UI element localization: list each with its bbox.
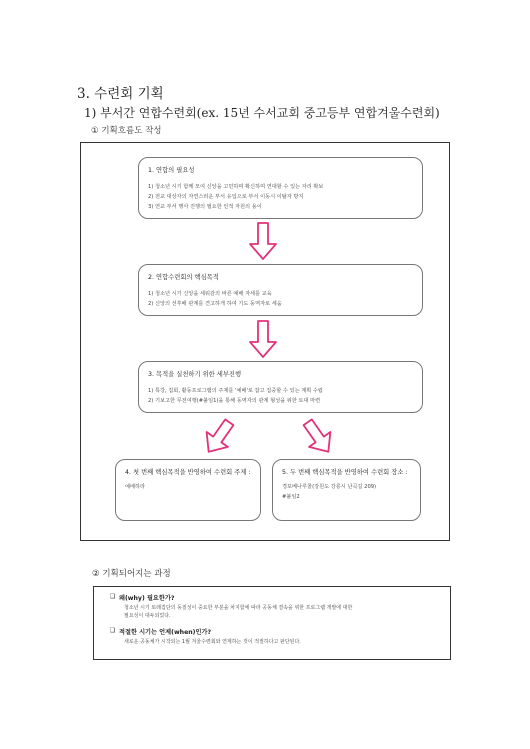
- flow-box-line: 1) 청소년 시기 신앙을 세워감의 바른 예배 자세를 교육: [148, 291, 272, 297]
- flow-box-venue: [272, 459, 421, 521]
- flow-box-title: 1. 연합의 필요성: [148, 167, 195, 174]
- flow-box-line: 1) 특강, 집회, 활동프로그램의 주제를 '예배'로 잡고 집중할 수 있는 계획 수립: [148, 388, 323, 394]
- flow-box-line: #붙임2: [282, 494, 300, 500]
- planning-process-label: ② 기획되어지는 과정: [92, 569, 171, 579]
- down-arrow-icon: [248, 222, 278, 260]
- sub-heading: 1) 부서간 연합수련회(ex. 15년 수서교회 중고등부 연합겨울수련회): [84, 106, 440, 120]
- flow-box-line: 2) 기보고한 무전여행(#붙임1)을 통해 동역자의 관계 형성을 위한 토대 마련: [148, 398, 321, 404]
- flow-box-title: 2. 연합수련회의 핵심목적: [148, 274, 219, 281]
- flow-box-line: 2) 신앙의 선후배 관계를 견고하게 하여 기도 동역자로 세움: [148, 301, 282, 307]
- answer-line: 청소년 시기 또래집단의 동질성이 중요한 부분을 차지함에 따라 공동체 결속을 위한 프로그램 개발에 대한: [124, 605, 353, 611]
- flow-box-detail-plan: [138, 361, 423, 413]
- flow-box-line: 경포베나루콜(강원도 강릉시 난곡길 209): [282, 484, 377, 490]
- section-heading: 3. 수련회 기획: [77, 86, 164, 102]
- question-text: 적절한 시기는 언제(when)인가?: [119, 629, 212, 636]
- flow-box-theme: [115, 459, 261, 521]
- answer-line: 새로운 공동체가 시작되는 1월 겨울수련회와 연계하는 것이 적절하다고 판단된다.: [124, 639, 301, 645]
- flow-box-line: 1) 청소년 시기 함께 모여 신앙을 고민하며 확신하며 연대할 수 있는 자리 확보: [148, 184, 324, 190]
- checkbox-square-icon: ❑: [110, 627, 116, 634]
- question-text: 왜(why) 필요한가?: [119, 595, 175, 602]
- down-right-arrow-icon: [300, 418, 336, 456]
- planning-flow-label: ① 기획흐름도 작성: [91, 126, 162, 136]
- flow-box-core-purpose: [138, 264, 423, 316]
- down-arrow-icon: [248, 320, 278, 358]
- down-left-arrow-icon: [201, 418, 237, 456]
- answer-line: 필요성이 대두되었다.: [124, 613, 171, 619]
- flow-box-line: 2) 전교 대상자의 자연스러운 부서 유입으로 부서 이동시 이탈자 방지: [148, 194, 304, 200]
- planning-process-box: [93, 586, 451, 660]
- question-when: [110, 627, 450, 636]
- flow-box-line: 예배하라: [125, 484, 146, 490]
- flow-box-necessity: [138, 157, 423, 219]
- flow-box-title: 5. 두 번째 핵심목적을 반영하여 수련회 장소 :: [282, 469, 408, 476]
- flow-box-line: 3) 연교 부서 행사 진행의 필요한 인적 자원의 용이: [148, 204, 262, 210]
- flow-box-title: 4. 첫 번째 핵심목적을 반영하여 수련회 주제 :: [125, 469, 251, 476]
- flow-box-title: 3. 목적을 실천하기 위한 세부진행: [148, 371, 242, 378]
- question-why: [110, 593, 450, 602]
- checkbox-square-icon: ❑: [110, 593, 116, 600]
